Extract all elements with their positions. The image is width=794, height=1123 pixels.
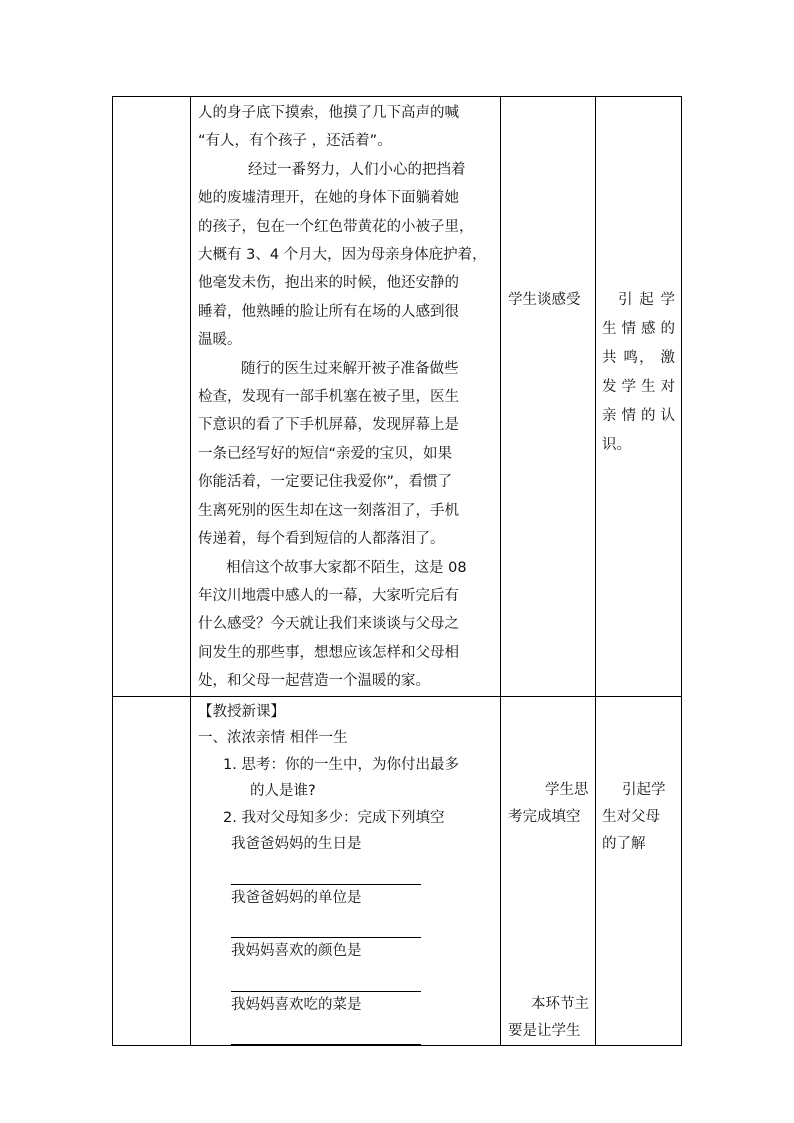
student-activity-cell xyxy=(501,97,596,697)
content-cell xyxy=(191,696,501,1046)
student-activity-text: 学生谈感受 xyxy=(508,292,581,308)
section-subtitle: 一、浓浓亲情 相伴一生 xyxy=(198,730,348,747)
content-line: 随行的医生过来解开被子准备做些 xyxy=(241,360,459,377)
purpose-text: 引 起 学 生 情 感 的 共 鸣， 激 发 学 生 对 亲 情 的 认 识。 xyxy=(602,292,675,453)
fill-blank[interactable] xyxy=(231,1018,421,1045)
student-activity-cell xyxy=(501,696,596,1046)
purpose-cell xyxy=(596,97,682,697)
content-line: “有人，有个孩子 ，还活着”。 xyxy=(198,133,392,150)
content-line: 温暖。 xyxy=(198,332,242,349)
stage-cell xyxy=(113,97,191,697)
content-line: 处，和父母一起营造一个温暖的家。 xyxy=(198,673,430,690)
content-line: 一条已经写好的短信“亲爱的宝贝，如果 xyxy=(198,445,453,462)
content-line: 睡着，他熟睡的脸让所有在场的人感到很 xyxy=(198,303,459,320)
fill-blank[interactable] xyxy=(231,965,421,992)
fill-item-workplace: 我爸爸妈妈的单位是 xyxy=(231,889,362,906)
content-line: 她的废墟清理开，在她的身体下面躺着她 xyxy=(198,190,459,207)
content-line: 检查，发现有一部手机塞在被子里，医生 xyxy=(198,389,459,406)
purpose-cell xyxy=(596,696,682,1046)
question-1-cont: 的人是谁? xyxy=(250,783,316,800)
purpose-text: 引起学 生对父母 的了解 xyxy=(602,781,666,852)
content-line: 生离死别的医生却在这一刻落泪了，手机 xyxy=(198,502,459,519)
section-header: 【教授新课】 xyxy=(198,703,285,720)
fill-item-dish: 我妈妈喜欢吃的菜是 xyxy=(231,996,362,1013)
content-line: 年汶川地震中感人的一幕，大家听完后有 xyxy=(198,587,459,604)
table-row xyxy=(113,696,682,1046)
content-line: 他毫发未伤，抱出来的时候，他还安静的 xyxy=(198,275,459,292)
question-1: 1. 思考：你的一生中，为你付出最多 xyxy=(223,756,459,773)
content-line: 相信这个故事大家都不陌生，这是 08 xyxy=(226,559,467,576)
content-line: 的孩子，包在一个红色带黄花的小被子里， xyxy=(198,218,474,235)
fill-blank[interactable] xyxy=(231,911,421,938)
fill-item-color: 我妈妈喜欢的颜色是 xyxy=(231,943,362,960)
content-line: 传递着，每个看到短信的人都落泪了。 xyxy=(198,531,445,548)
content-line: 人的身子底下摸索，他摸了几下高声的喊 xyxy=(198,105,459,121)
content-cell xyxy=(191,97,501,697)
content-line: 你能活着，一定要记住我爱你”，看惯了 xyxy=(198,474,453,491)
content-line: 间发生的那些事，想想应该怎样和父母相 xyxy=(198,644,459,661)
content-line: 什么感受？今天就让我们来谈谈与父母之 xyxy=(198,616,459,633)
stage-cell xyxy=(113,696,191,1046)
fill-item-birthday: 我爸爸妈妈的生日是 xyxy=(231,836,362,853)
lesson-plan-table xyxy=(112,96,682,1046)
content-line: 经过一番努力，人们小心的把挡着 xyxy=(248,161,466,178)
question-2: 2. 我对父母知多少：完成下列填空 xyxy=(223,809,445,826)
content-line: 大概有 3、4 个月大，因为母亲身体庇护着， xyxy=(198,247,487,264)
table-row xyxy=(113,97,682,697)
student-activity-text: 学生思 考完成填空 xyxy=(508,781,589,825)
content-line: 下意识的看了下手机屏幕，发现屏幕上是 xyxy=(198,417,459,434)
design-note: 本环节主 要是让学生 xyxy=(508,995,589,1039)
fill-blank[interactable] xyxy=(231,858,421,885)
